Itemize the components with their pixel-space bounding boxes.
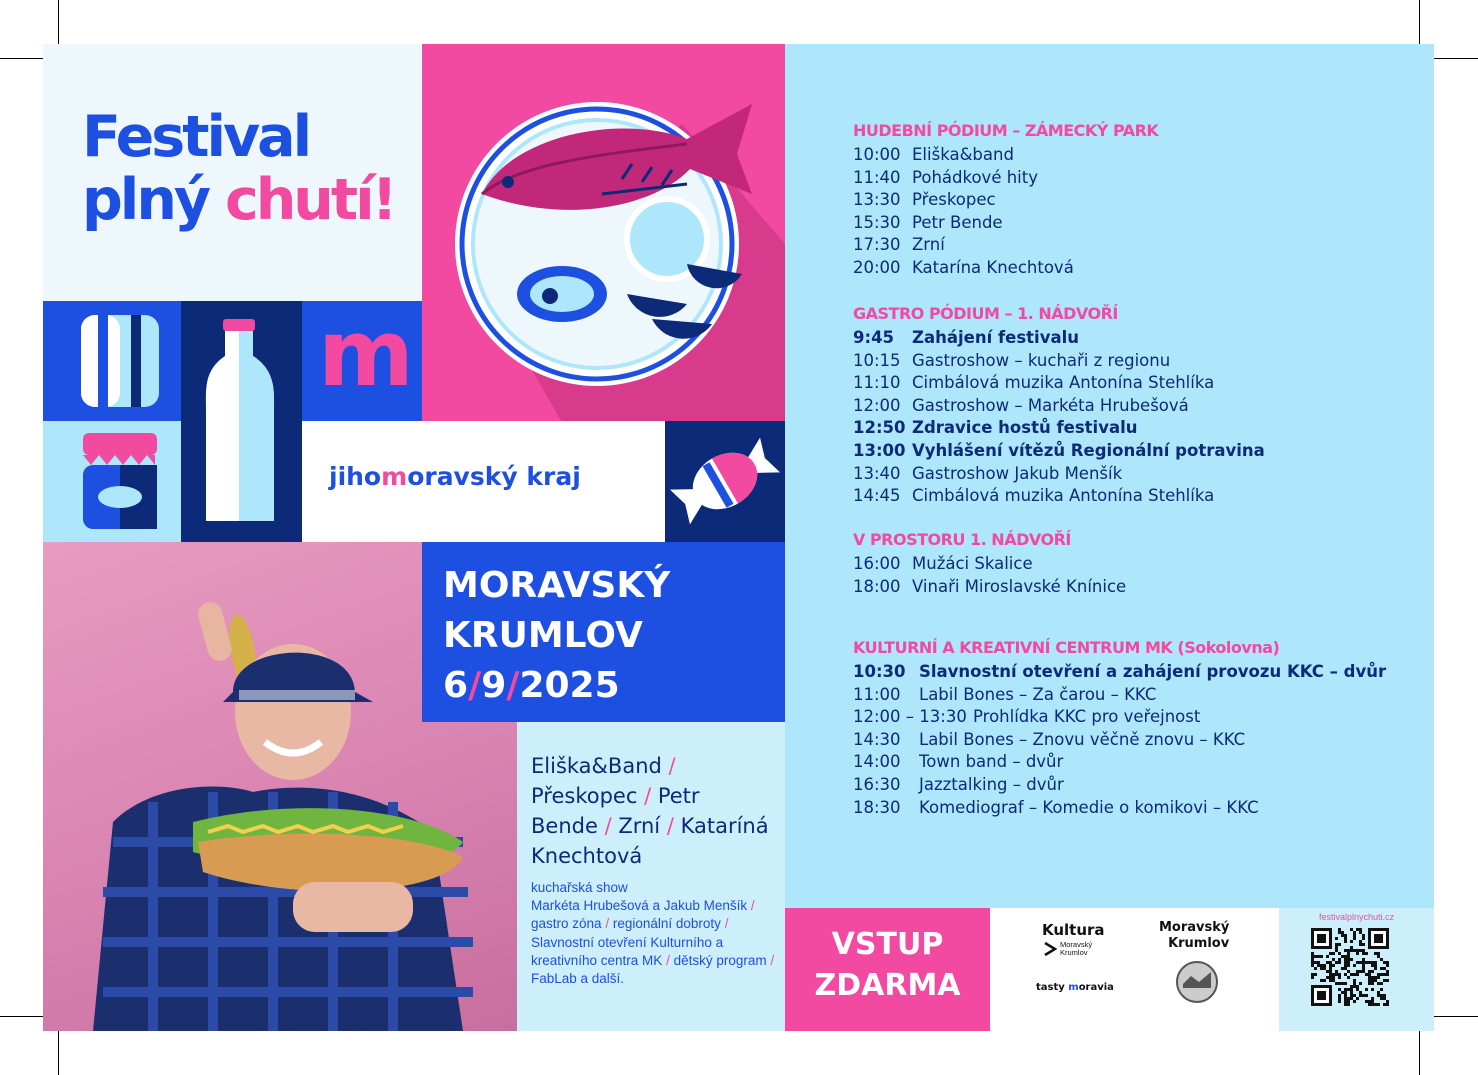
schedule-time: 15:30 — [853, 212, 901, 232]
kultura-logo-mark-icon — [1043, 941, 1057, 957]
schedule-time: 11:10 — [853, 373, 901, 393]
schedule-time: 16:00 — [853, 554, 901, 573]
website-url[interactable]: festivalplnychuti.cz — [1318, 912, 1395, 922]
schedule-time: 12:00 — [853, 395, 901, 415]
bottle-panel — [181, 301, 302, 542]
schedule-item — [853, 774, 1386, 797]
schedule-time: 12:50 — [853, 418, 906, 438]
fish-plate-panel — [422, 44, 785, 422]
schedule-item — [853, 706, 1386, 729]
schedule-performer: Zrní — [912, 235, 945, 255]
jar-panel — [43, 421, 181, 542]
schedule-item — [853, 372, 1265, 395]
schedule-time: 18:30 — [853, 797, 901, 817]
schedule-item — [853, 463, 1265, 486]
schedule-performer: Vinaři Miroslavské Knínice — [912, 576, 1127, 596]
schedule-performer: Town band – dvůr — [919, 752, 1064, 772]
lineup-list: Eliška&Band / Přeskopec / Petr Bende / Zrní / Kataríná Knechtová — [531, 754, 769, 868]
schedule-time: 16:30 — [853, 774, 901, 794]
schedule-performer: Petr Bende — [912, 212, 1003, 232]
milk-bottle-icon — [181, 301, 302, 542]
tasty-moravia-logo: tasty moravia — [1036, 982, 1114, 993]
sponsor-logos-panel — [990, 908, 1279, 1031]
schedule-time: 13:40 — [853, 463, 901, 483]
schedule-time: 13:00 — [853, 440, 906, 460]
schedule-music-stage — [853, 121, 1158, 280]
schedule-performer: Jazztalking – dvůr — [919, 774, 1064, 794]
schedule-performer: Zdravice hostů festivalu — [912, 418, 1138, 438]
schedule-courtyard — [853, 530, 1126, 598]
schedule-performer: Slavnostní otevření a zahájení provozu KKC – dvůr — [919, 662, 1387, 681]
jam-jar-icon — [43, 421, 181, 542]
schedule-time: 9:45 — [853, 328, 895, 347]
event-town-line-2: KRUMLOV — [443, 615, 643, 656]
schedule-performer: Prohlídka KKC pro veřejnost — [973, 707, 1201, 727]
schedule-performer: Vyhlášení vítězů Regionální potravina — [912, 440, 1265, 460]
schedule-item — [853, 189, 1158, 212]
schedule-item — [853, 684, 1386, 707]
festival-title — [82, 106, 395, 232]
schedule-performer: Mužáci Skalice — [912, 554, 1033, 573]
schedule-performer: Gastroshow – Markéta Hrubešová — [912, 395, 1189, 415]
schedule-item — [853, 327, 1265, 350]
crop-mark — [1419, 0, 1420, 44]
schedule-item — [853, 576, 1126, 599]
crop-mark — [1419, 1031, 1420, 1075]
schedule-time: 14:45 — [853, 486, 901, 506]
schedule-time: 10:00 — [853, 145, 901, 164]
schedule-gastro-title: GASTRO PÓDIUM – 1. NÁDVOŘÍ — [853, 304, 1118, 323]
barrel-panel — [43, 301, 181, 421]
schedule-time: 11:40 — [853, 167, 901, 187]
schedule-performer: Katarína Knechtová — [912, 257, 1074, 277]
region-logo-text: jihomoravský kraj — [329, 462, 581, 491]
schedule-performer: Gastroshow – kuchaři z regionu — [912, 350, 1171, 370]
schedule-item — [853, 440, 1265, 463]
fish-plate-illustration — [422, 44, 785, 422]
program-list: kuchařská show Markéta Hrubešová a Jakub Menšík / gastro zóna / regionální dobroty / Slavnostní otevření Kulturního a kreativního centra MK / dětský program / FabLab a další. — [531, 880, 775, 987]
title-line-2a: plný — [82, 167, 209, 233]
free-entry-text: VSTUP ZDARMA — [814, 927, 961, 1003]
schedule-item — [853, 144, 1158, 167]
schedule-performer: Přeskopec — [912, 190, 996, 210]
schedule-courtyard-title: V PROSTORU 1. NÁDVOŘÍ — [853, 530, 1071, 549]
schedule-performer: Pohádkové hity — [912, 167, 1038, 187]
kultura-logo: Kultura — [1042, 921, 1105, 939]
schedule-item — [853, 661, 1386, 684]
event-date: 6/9/2025 — [443, 665, 620, 706]
schedule-time: 20:00 — [853, 257, 901, 277]
candy-icon — [665, 421, 785, 542]
schedule-item — [853, 257, 1158, 280]
schedule-item — [853, 234, 1158, 257]
schedule-performer: Labil Bones – Za čarou – KKC — [919, 684, 1157, 704]
schedule-performer: Cimbálová muzika Antonína Stehlíka — [912, 373, 1215, 393]
schedule-item — [853, 395, 1265, 418]
crop-mark — [58, 0, 59, 44]
schedule-time: 14:30 — [853, 729, 901, 749]
schedule-item — [853, 350, 1265, 373]
crop-mark — [0, 58, 44, 59]
qr-code-icon[interactable] — [1311, 928, 1389, 1006]
regional-quality-badge-icon — [1175, 960, 1219, 1004]
crop-mark — [58, 1031, 59, 1075]
schedule-item — [853, 167, 1158, 190]
schedule-performer: Cimbálová muzika Antonína Stehlíka — [912, 486, 1215, 506]
schedule-time: 18:00 — [853, 576, 901, 596]
candy-panel — [665, 421, 785, 542]
moravsky-krumlov-logo: Moravský Krumlov — [1159, 920, 1230, 951]
schedule-item — [853, 729, 1386, 752]
crop-mark — [0, 1016, 44, 1017]
schedule-time: 10:15 — [853, 350, 901, 370]
barrel-icon — [43, 301, 181, 421]
title-line-2b: chutí! — [224, 167, 395, 233]
schedule-performer: Komediograf – Komedie o komikovi – KKC — [919, 797, 1259, 817]
schedule-performer: Gastroshow Jakub Menšík — [912, 463, 1123, 483]
m-letter-icon: m — [318, 300, 414, 407]
title-line-1: Festival — [82, 104, 310, 170]
schedule-kkc-title: KULTURNÍ A KREATIVNÍ CENTRUM MK (Sokolovna) — [853, 638, 1280, 657]
schedule-item — [853, 212, 1158, 235]
crop-mark — [1434, 58, 1478, 59]
schedule-performer: Zahájení festivalu — [912, 328, 1079, 347]
schedule-item — [853, 553, 1126, 576]
schedule-performer: Eliška&band — [912, 145, 1014, 164]
schedule-item — [853, 485, 1265, 508]
schedule-time: 17:30 — [853, 235, 901, 255]
schedule-music-title: HUDEBNÍ PÓDIUM – ZÁMECKÝ PARK — [853, 121, 1159, 140]
schedule-time: 11:00 — [853, 684, 901, 704]
kultura-logo-subtitle: Moravský Krumlov — [1060, 940, 1093, 957]
schedule-item — [853, 417, 1265, 440]
schedule-time: 12:00 – 13:30 — [853, 707, 967, 727]
schedule-item — [853, 751, 1386, 774]
schedule-time: 13:30 — [853, 190, 901, 210]
event-town-line-1: MORAVSKÝ — [443, 565, 671, 606]
schedule-item — [853, 797, 1386, 820]
schedule-time: 14:00 — [853, 752, 901, 772]
crop-mark — [1434, 1016, 1478, 1017]
event-location-date — [443, 561, 670, 711]
schedule-gastro-stage — [853, 304, 1265, 508]
schedule-kkc — [853, 638, 1386, 819]
schedule-performer: Labil Bones – Znovu věčně znovu – KKC — [919, 729, 1246, 749]
schedule-time: 10:30 — [853, 662, 906, 681]
